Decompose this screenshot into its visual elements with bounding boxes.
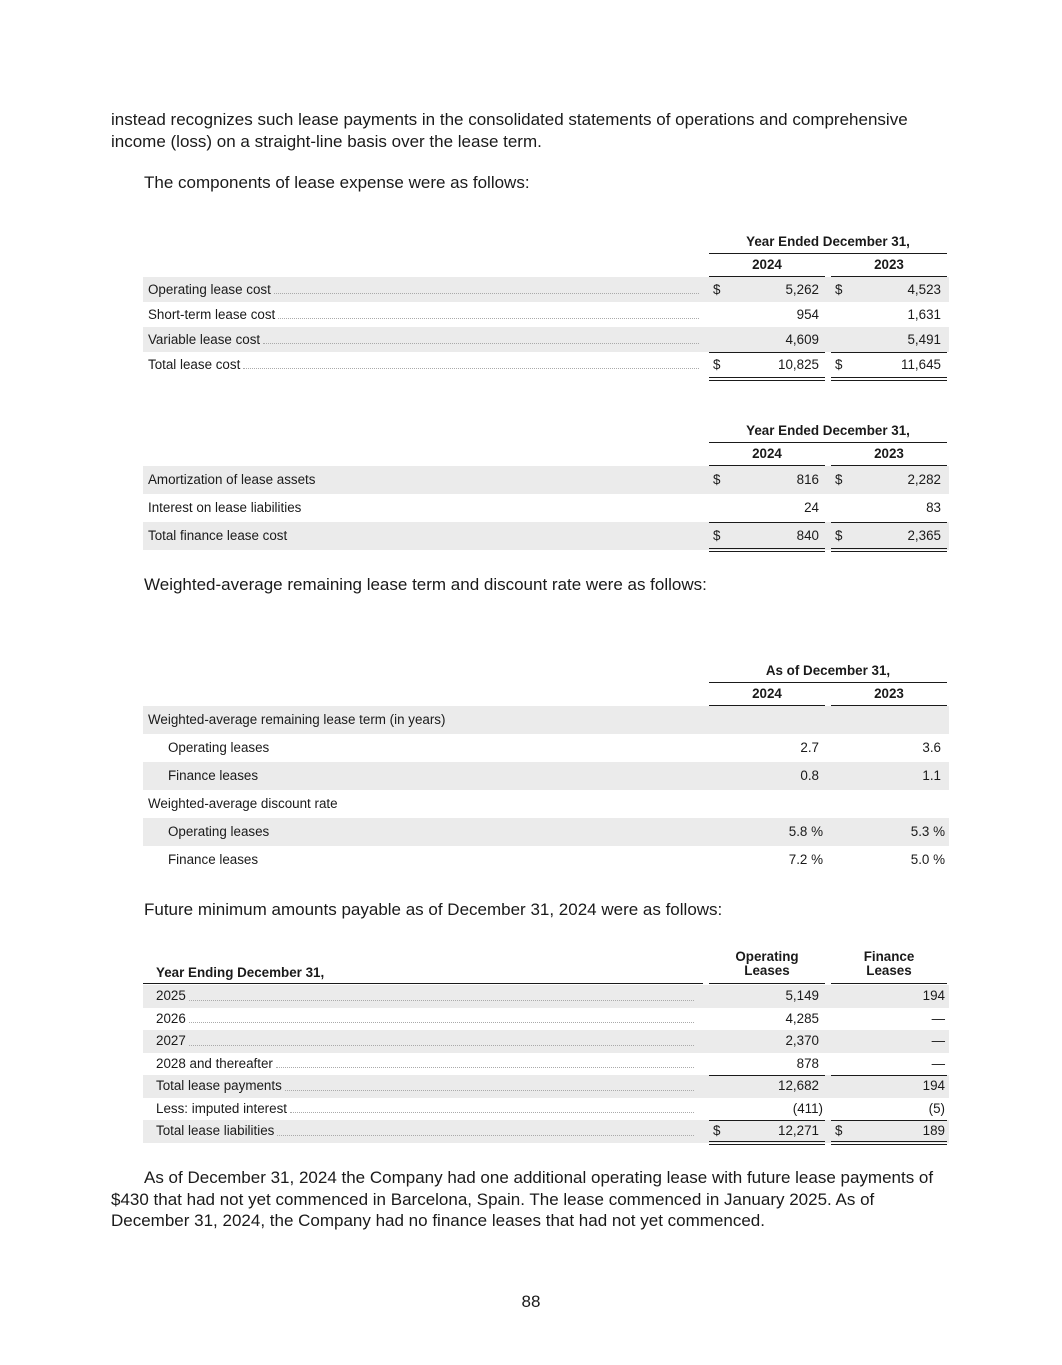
row-value-finance: 194 <box>922 988 945 1003</box>
currency-symbol: $ <box>835 1123 843 1138</box>
row-value-finance: — <box>931 1055 945 1071</box>
table1-col-2024: 2024 <box>709 257 825 277</box>
row-label: 2027 <box>156 1033 186 1048</box>
row-label: Amortization of lease assets <box>148 472 316 487</box>
row-label: Operating leases <box>168 824 270 839</box>
table4-label-header: Year Ending December 31, <box>156 965 325 980</box>
currency-symbol: $ <box>835 472 843 487</box>
row-label: 2025 <box>156 988 186 1003</box>
finance-lease-cost-table <box>143 423 949 550</box>
row-label: 2028 and thereafter <box>156 1055 273 1071</box>
currency-symbol: $ <box>713 1123 721 1138</box>
row-value-2023: 1.1 <box>922 768 941 783</box>
weighted-average-table <box>143 663 949 874</box>
row-label: 2026 <box>156 1010 186 1026</box>
table-row <box>143 1053 949 1076</box>
weighted-average-intro: Weighted-average remaining lease term and discount rate were as follows: <box>144 575 707 594</box>
row-value-2024: 7.2 % <box>788 852 823 867</box>
row-value-2024: 5,262 <box>785 282 819 297</box>
table2-col-2023: 2023 <box>831 446 947 466</box>
row-label: Weighted-average discount rate <box>148 796 338 811</box>
future-minimum-intro: Future minimum amounts payable as of December 31, 2024 were as follows: <box>144 900 723 919</box>
row-label: Total lease payments <box>156 1078 282 1093</box>
row-value-finance: (5) <box>928 1100 945 1116</box>
row-label: Weighted-average remaining lease term (in years) <box>148 712 446 727</box>
row-label: Operating lease cost <box>148 282 271 297</box>
row-value-2023: 1,631 <box>907 307 941 322</box>
currency-symbol: $ <box>713 472 721 487</box>
row-value-2024: 0.8 <box>800 768 819 783</box>
row-value-operating: 2,370 <box>785 1033 819 1048</box>
table-row-total <box>143 1120 949 1143</box>
row-value-finance: — <box>931 1010 945 1026</box>
table-row <box>143 1008 949 1031</box>
table1-col-2023: 2023 <box>831 257 947 277</box>
table3-col-2024: 2024 <box>709 686 825 706</box>
row-label: Total lease cost <box>148 357 241 372</box>
row-value-finance: 194 <box>922 1078 945 1093</box>
row-value-2023: 5,491 <box>907 332 941 347</box>
row-value-2024: 2.7 <box>800 740 819 755</box>
currency-symbol: $ <box>713 357 721 372</box>
table-row-subtotal <box>143 1075 949 1098</box>
table-row <box>143 277 949 302</box>
row-value-2023: 5.0 % <box>910 852 945 867</box>
table-row-section <box>143 790 949 818</box>
row-value-2023: 5.3 % <box>910 824 945 839</box>
currency-symbol: $ <box>713 528 721 543</box>
row-value-finance: — <box>931 1033 945 1048</box>
table2-period-header: Year Ended December 31, <box>709 423 947 443</box>
row-value-2023: 83 <box>926 500 941 515</box>
table-row <box>143 734 949 762</box>
row-value-operating: 878 <box>796 1055 819 1071</box>
row-value-2024: 24 <box>804 500 819 515</box>
row-value-2024: 10,825 <box>778 357 819 372</box>
intro-paragraph: instead recognizes such lease payments in the consolidated statements of operations and comprehensive income (loss) on a straight-line basis over the lease term. <box>111 110 908 151</box>
row-label: Total lease liabilities <box>156 1123 275 1138</box>
row-label: Finance leases <box>168 768 259 783</box>
row-value-2024: 5.8 % <box>788 824 823 839</box>
table1-period-header: Year Ended December 31, <box>709 234 947 254</box>
table-row <box>143 985 949 1008</box>
row-value-2023: 3.6 <box>922 740 941 755</box>
row-value-operating: 12,682 <box>778 1078 819 1093</box>
future-minimum-payments-table <box>143 949 949 1143</box>
closing-paragraph: As of December 31, 2024 the Company had one additional operating lease with future lease payments of $430 that had not yet commenced in Barcelona, Spain. The lease commenced in January 2025. As of December 31, 2024, the Company had no finance leases that had not yet commenced. <box>111 1168 934 1230</box>
lease-expense-intro: The components of lease expense were as follows: <box>144 173 530 192</box>
table3-period-header: As of December 31, <box>709 663 947 683</box>
row-label: Variable lease cost <box>148 332 261 347</box>
table4-col2-line1: Finance <box>863 949 915 964</box>
table-row <box>143 494 949 522</box>
row-value-2024: 954 <box>796 307 819 322</box>
row-value-2023: 2,282 <box>907 472 941 487</box>
currency-symbol: $ <box>835 528 843 543</box>
table4-col1-line1: Operating <box>735 949 799 964</box>
currency-symbol: $ <box>713 282 721 297</box>
row-value-2023: 11,645 <box>901 357 941 372</box>
table-row <box>143 818 949 846</box>
row-label: Total finance lease cost <box>148 528 288 543</box>
table-row-total <box>143 352 949 377</box>
row-value-finance: 189 <box>922 1123 945 1138</box>
row-label: Operating leases <box>168 740 270 755</box>
table-row <box>143 1098 949 1121</box>
table-row <box>143 846 949 874</box>
currency-symbol: $ <box>835 357 843 372</box>
page-number: 88 <box>521 1292 541 1311</box>
table-row <box>143 762 949 790</box>
row-label: Finance leases <box>168 852 259 867</box>
row-value-2024: 4,609 <box>785 332 819 347</box>
row-label: Less: imputed interest <box>156 1100 287 1116</box>
row-value-operating: 12,271 <box>778 1123 819 1138</box>
row-value-operating: 5,149 <box>785 988 819 1003</box>
row-value-2024: 840 <box>796 528 819 543</box>
row-value-operating: 4,285 <box>785 1010 819 1026</box>
table-row <box>143 302 949 327</box>
table-row <box>143 327 949 352</box>
table-row <box>143 466 949 494</box>
row-label: Short-term lease cost <box>148 307 276 322</box>
table-row <box>143 1030 949 1053</box>
row-value-operating: (411) <box>792 1100 823 1116</box>
table3-col-2023: 2023 <box>831 686 947 706</box>
table-row-total <box>143 522 949 550</box>
table2-col-2024: 2024 <box>709 446 825 466</box>
lease-expense-table <box>143 234 949 377</box>
table4-col2-line2: Leases <box>866 963 912 978</box>
row-value-2023: 2,365 <box>907 528 941 543</box>
table4-col1-line2: Leases <box>744 963 790 978</box>
row-label: Interest on lease liabilities <box>148 500 302 515</box>
currency-symbol: $ <box>835 282 843 297</box>
table-row-section <box>143 706 949 734</box>
row-value-2023: 4,523 <box>907 282 941 297</box>
row-value-2024: 816 <box>796 472 819 487</box>
